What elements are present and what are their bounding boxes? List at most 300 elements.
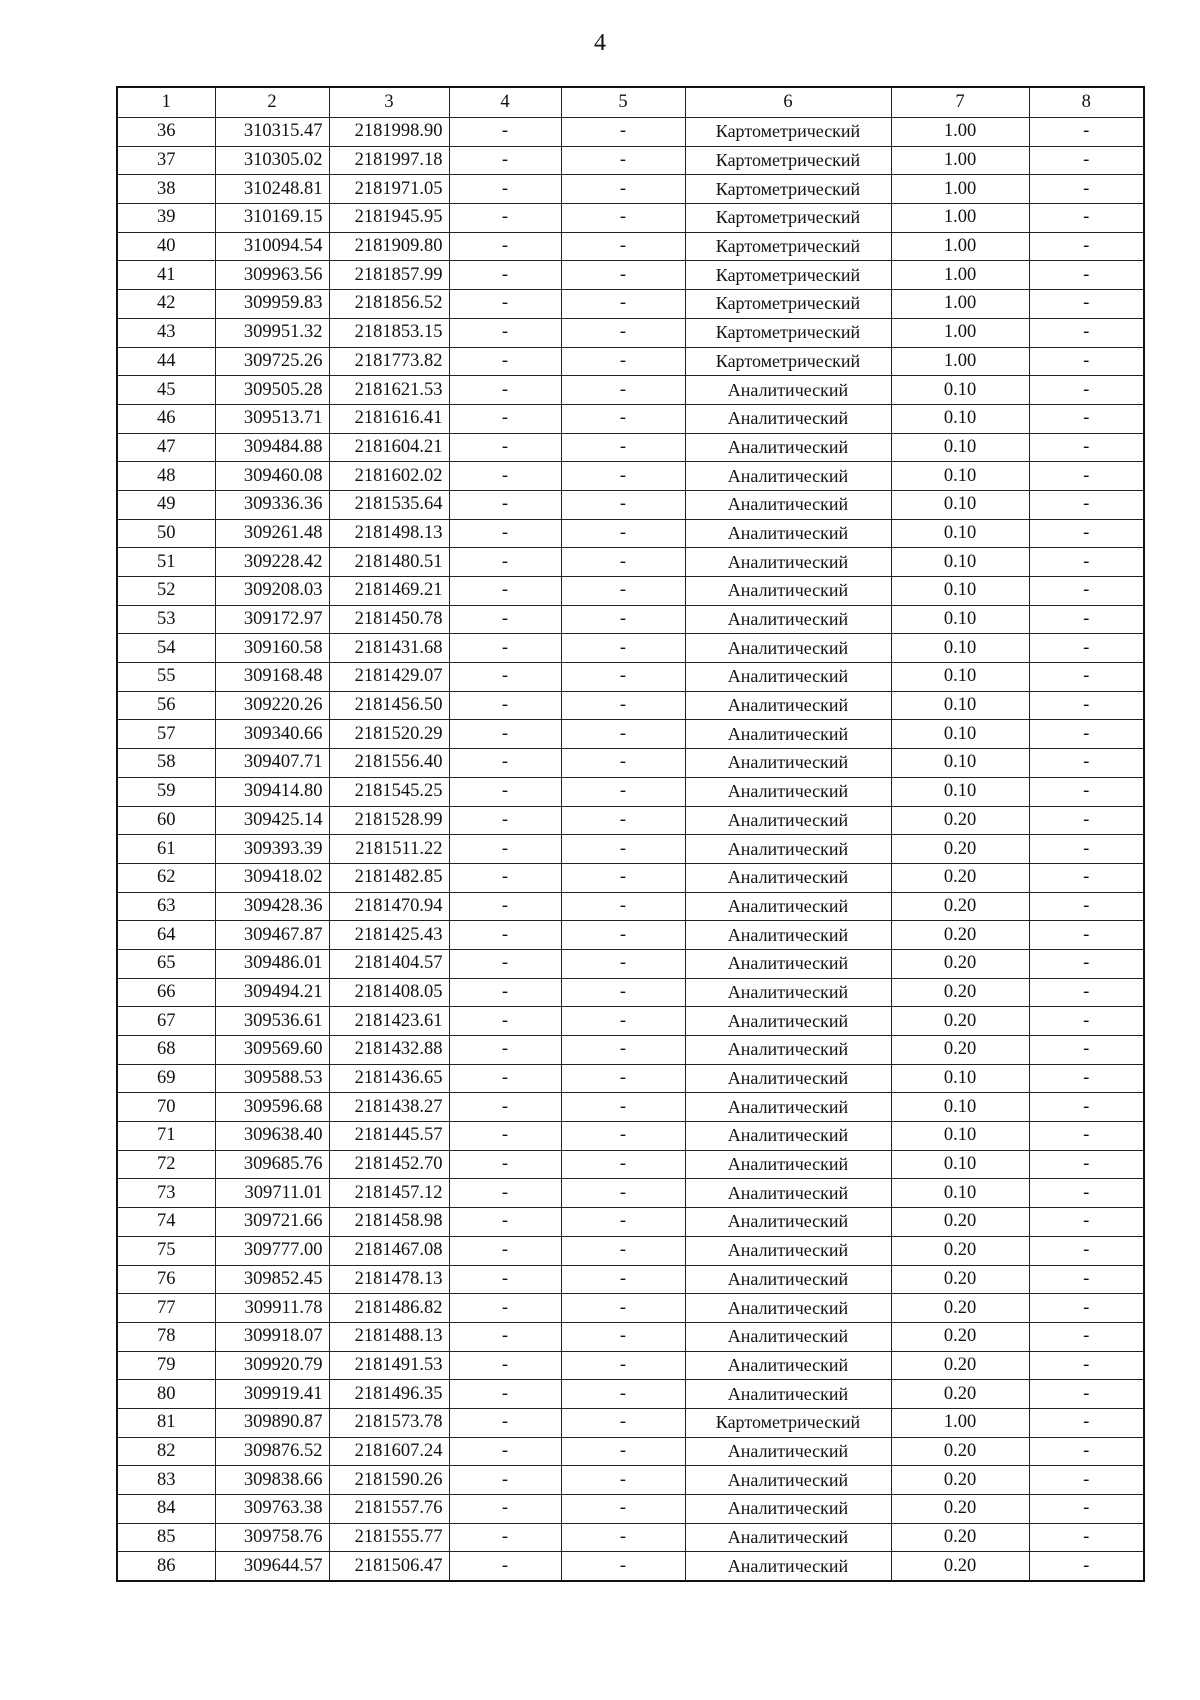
x-coordinate-cell: 310315.47 (215, 118, 329, 147)
accuracy-cell: 0.20 (891, 1380, 1029, 1409)
x-coordinate-cell: 309963.56 (215, 261, 329, 290)
y-coordinate-cell: 2181491.53 (329, 1351, 449, 1380)
column-8-cell: - (1029, 1007, 1144, 1036)
y-coordinate-cell: 2181496.35 (329, 1380, 449, 1409)
method-cell: Аналитический (685, 1007, 891, 1036)
method-cell: Аналитический (685, 548, 891, 577)
table-row (117, 663, 1144, 692)
column-4-cell: - (449, 1150, 561, 1179)
x-coordinate-cell: 309711.01 (215, 1179, 329, 1208)
column-5-cell: - (561, 1322, 685, 1351)
column-8-cell: - (1029, 1322, 1144, 1351)
x-coordinate-cell: 309763.38 (215, 1495, 329, 1524)
x-coordinate-cell: 309220.26 (215, 691, 329, 720)
method-cell: Аналитический (685, 806, 891, 835)
y-coordinate-cell: 2181997.18 (329, 146, 449, 175)
method-cell: Аналитический (685, 1380, 891, 1409)
accuracy-cell: 0.20 (891, 1294, 1029, 1323)
column-5-cell: - (561, 404, 685, 433)
table-row (117, 577, 1144, 606)
column-8-cell: - (1029, 921, 1144, 950)
x-coordinate-cell: 309425.14 (215, 806, 329, 835)
method-cell: Аналитический (685, 462, 891, 491)
table-row (117, 863, 1144, 892)
column-8-cell: - (1029, 720, 1144, 749)
method-cell: Аналитический (685, 1322, 891, 1351)
column-8-cell: - (1029, 634, 1144, 663)
x-coordinate-cell: 309172.97 (215, 605, 329, 634)
y-coordinate-cell: 2181429.07 (329, 663, 449, 692)
column-5-cell: - (561, 204, 685, 233)
accuracy-cell: 0.20 (891, 1351, 1029, 1380)
accuracy-cell: 0.10 (891, 1150, 1029, 1179)
point-number-cell: 70 (117, 1093, 215, 1122)
column-8-cell: - (1029, 949, 1144, 978)
column-4-cell: - (449, 1495, 561, 1524)
x-coordinate-cell: 309168.48 (215, 663, 329, 692)
y-coordinate-cell: 2181431.68 (329, 634, 449, 663)
table-row (117, 835, 1144, 864)
column-5-cell: - (561, 605, 685, 634)
accuracy-cell: 0.10 (891, 720, 1029, 749)
column-8-cell: - (1029, 1036, 1144, 1065)
column-8-cell: - (1029, 261, 1144, 290)
y-coordinate-cell: 2181482.85 (329, 863, 449, 892)
x-coordinate-cell: 309569.60 (215, 1036, 329, 1065)
point-number-cell: 85 (117, 1523, 215, 1552)
y-coordinate-cell: 2181511.22 (329, 835, 449, 864)
method-cell: Аналитический (685, 1265, 891, 1294)
column-8-cell: - (1029, 1236, 1144, 1265)
column-5-cell: - (561, 1036, 685, 1065)
x-coordinate-cell: 309486.01 (215, 949, 329, 978)
point-number-cell: 62 (117, 863, 215, 892)
method-cell: Аналитический (685, 1523, 891, 1552)
column-8-cell: - (1029, 347, 1144, 376)
point-number-cell: 36 (117, 118, 215, 147)
column-5-cell: - (561, 1466, 685, 1495)
method-cell: Аналитический (685, 1351, 891, 1380)
x-coordinate-cell: 309505.28 (215, 376, 329, 405)
method-cell: Аналитический (685, 1552, 891, 1581)
x-coordinate-cell: 309340.66 (215, 720, 329, 749)
table-row (117, 777, 1144, 806)
column-4-cell: - (449, 949, 561, 978)
y-coordinate-cell: 2181535.64 (329, 490, 449, 519)
column-4-cell: - (449, 204, 561, 233)
table-row (117, 1380, 1144, 1409)
x-coordinate-cell: 309951.32 (215, 318, 329, 347)
table-row (117, 376, 1144, 405)
x-coordinate-cell: 309777.00 (215, 1236, 329, 1265)
method-cell: Картометрический (685, 232, 891, 261)
column-4-cell: - (449, 1122, 561, 1151)
accuracy-cell: 0.10 (891, 433, 1029, 462)
x-coordinate-cell: 310248.81 (215, 175, 329, 204)
y-coordinate-cell: 2181971.05 (329, 175, 449, 204)
accuracy-cell: 0.20 (891, 1236, 1029, 1265)
method-cell: Аналитический (685, 1208, 891, 1237)
column-5-cell: - (561, 347, 685, 376)
accuracy-cell: 0.20 (891, 949, 1029, 978)
column-4-cell: - (449, 462, 561, 491)
column-8-cell: - (1029, 835, 1144, 864)
column-4-cell: - (449, 376, 561, 405)
x-coordinate-cell: 309876.52 (215, 1437, 329, 1466)
table-row (117, 1495, 1144, 1524)
x-coordinate-cell: 310094.54 (215, 232, 329, 261)
column-4-cell: - (449, 519, 561, 548)
column-header: 1 (117, 87, 215, 118)
y-coordinate-cell: 2181528.99 (329, 806, 449, 835)
y-coordinate-cell: 2181602.02 (329, 462, 449, 491)
x-coordinate-cell: 309513.71 (215, 404, 329, 433)
table-row (117, 1093, 1144, 1122)
column-4-cell: - (449, 1093, 561, 1122)
point-number-cell: 73 (117, 1179, 215, 1208)
column-8-cell: - (1029, 376, 1144, 405)
table-row (117, 1236, 1144, 1265)
column-5-cell: - (561, 462, 685, 491)
point-number-cell: 51 (117, 548, 215, 577)
table-row (117, 949, 1144, 978)
point-number-cell: 49 (117, 490, 215, 519)
y-coordinate-cell: 2181616.41 (329, 404, 449, 433)
x-coordinate-cell: 309228.42 (215, 548, 329, 577)
accuracy-cell: 0.20 (891, 1265, 1029, 1294)
column-4-cell: - (449, 118, 561, 147)
column-4-cell: - (449, 1036, 561, 1065)
point-number-cell: 58 (117, 749, 215, 778)
method-cell: Аналитический (685, 376, 891, 405)
y-coordinate-cell: 2181856.52 (329, 290, 449, 319)
y-coordinate-cell: 2181573.78 (329, 1408, 449, 1437)
column-5-cell: - (561, 806, 685, 835)
y-coordinate-cell: 2181556.40 (329, 749, 449, 778)
column-4-cell: - (449, 490, 561, 519)
x-coordinate-cell: 309588.53 (215, 1064, 329, 1093)
accuracy-cell: 0.20 (891, 892, 1029, 921)
column-8-cell: - (1029, 1466, 1144, 1495)
point-number-cell: 54 (117, 634, 215, 663)
y-coordinate-cell: 2181436.65 (329, 1064, 449, 1093)
x-coordinate-cell: 309959.83 (215, 290, 329, 319)
column-5-cell: - (561, 261, 685, 290)
y-coordinate-cell: 2181480.51 (329, 548, 449, 577)
column-5-cell: - (561, 663, 685, 692)
y-coordinate-cell: 2181604.21 (329, 433, 449, 462)
column-4-cell: - (449, 749, 561, 778)
column-8-cell: - (1029, 1150, 1144, 1179)
column-8-cell: - (1029, 318, 1144, 347)
table-row (117, 1322, 1144, 1351)
accuracy-cell: 1.00 (891, 290, 1029, 319)
column-header: 2 (215, 87, 329, 118)
column-5-cell: - (561, 577, 685, 606)
x-coordinate-cell: 309208.03 (215, 577, 329, 606)
table-row (117, 118, 1144, 147)
point-number-cell: 37 (117, 146, 215, 175)
x-coordinate-cell: 309596.68 (215, 1093, 329, 1122)
column-5-cell: - (561, 749, 685, 778)
column-8-cell: - (1029, 204, 1144, 233)
column-8-cell: - (1029, 232, 1144, 261)
column-4-cell: - (449, 261, 561, 290)
column-8-cell: - (1029, 1437, 1144, 1466)
column-8-cell: - (1029, 519, 1144, 548)
accuracy-cell: 0.10 (891, 1122, 1029, 1151)
column-4-cell: - (449, 146, 561, 175)
x-coordinate-cell: 309918.07 (215, 1322, 329, 1351)
point-number-cell: 60 (117, 806, 215, 835)
table-row (117, 290, 1144, 319)
method-cell: Аналитический (685, 519, 891, 548)
accuracy-cell: 1.00 (891, 175, 1029, 204)
x-coordinate-cell: 309890.87 (215, 1408, 329, 1437)
column-4-cell: - (449, 1236, 561, 1265)
point-number-cell: 57 (117, 720, 215, 749)
page-number: 4 (594, 30, 606, 56)
column-4-cell: - (449, 318, 561, 347)
column-header: 6 (685, 87, 891, 118)
accuracy-cell: 0.10 (891, 1179, 1029, 1208)
table-row (117, 605, 1144, 634)
y-coordinate-cell: 2181909.80 (329, 232, 449, 261)
point-number-cell: 42 (117, 290, 215, 319)
column-8-cell: - (1029, 863, 1144, 892)
column-4-cell: - (449, 404, 561, 433)
column-4-cell: - (449, 1208, 561, 1237)
accuracy-cell: 0.10 (891, 777, 1029, 806)
x-coordinate-cell: 310305.02 (215, 146, 329, 175)
method-cell: Картометрический (685, 290, 891, 319)
column-4-cell: - (449, 634, 561, 663)
y-coordinate-cell: 2181457.12 (329, 1179, 449, 1208)
table-row (117, 1007, 1144, 1036)
y-coordinate-cell: 2181445.57 (329, 1122, 449, 1151)
accuracy-cell: 1.00 (891, 146, 1029, 175)
column-8-cell: - (1029, 175, 1144, 204)
y-coordinate-cell: 2181555.77 (329, 1523, 449, 1552)
column-8-cell: - (1029, 118, 1144, 147)
column-4-cell: - (449, 290, 561, 319)
accuracy-cell: 0.10 (891, 691, 1029, 720)
point-number-cell: 78 (117, 1322, 215, 1351)
y-coordinate-cell: 2181458.98 (329, 1208, 449, 1237)
column-8-cell: - (1029, 691, 1144, 720)
table-row (117, 146, 1144, 175)
accuracy-cell: 0.20 (891, 863, 1029, 892)
table-row (117, 1523, 1144, 1552)
column-4-cell: - (449, 1007, 561, 1036)
column-5-cell: - (561, 949, 685, 978)
column-5-cell: - (561, 1064, 685, 1093)
table-row (117, 978, 1144, 1007)
y-coordinate-cell: 2181438.27 (329, 1093, 449, 1122)
column-5-cell: - (561, 1007, 685, 1036)
column-5-cell: - (561, 290, 685, 319)
column-8-cell: - (1029, 1294, 1144, 1323)
column-8-cell: - (1029, 978, 1144, 1007)
method-cell: Аналитический (685, 1495, 891, 1524)
method-cell: Картометрический (685, 1408, 891, 1437)
table-row (117, 261, 1144, 290)
y-coordinate-cell: 2181467.08 (329, 1236, 449, 1265)
table-body (117, 118, 1144, 1582)
table-row (117, 1150, 1144, 1179)
method-cell: Картометрический (685, 146, 891, 175)
y-coordinate-cell: 2181773.82 (329, 347, 449, 376)
column-5-cell: - (561, 720, 685, 749)
column-4-cell: - (449, 835, 561, 864)
x-coordinate-cell: 310169.15 (215, 204, 329, 233)
table-row (117, 1036, 1144, 1065)
table-row (117, 1122, 1144, 1151)
accuracy-cell: 0.20 (891, 1466, 1029, 1495)
point-number-cell: 82 (117, 1437, 215, 1466)
point-number-cell: 38 (117, 175, 215, 204)
accuracy-cell: 0.10 (891, 404, 1029, 433)
x-coordinate-cell: 309758.76 (215, 1523, 329, 1552)
method-cell: Аналитический (685, 663, 891, 692)
column-4-cell: - (449, 691, 561, 720)
point-number-cell: 81 (117, 1408, 215, 1437)
accuracy-cell: 1.00 (891, 261, 1029, 290)
point-number-cell: 48 (117, 462, 215, 491)
point-number-cell: 43 (117, 318, 215, 347)
x-coordinate-cell: 309920.79 (215, 1351, 329, 1380)
column-5-cell: - (561, 1552, 685, 1581)
column-header: 8 (1029, 87, 1144, 118)
x-coordinate-cell: 309919.41 (215, 1380, 329, 1409)
table-row (117, 548, 1144, 577)
method-cell: Картометрический (685, 204, 891, 233)
column-header: 3 (329, 87, 449, 118)
y-coordinate-cell: 2181590.26 (329, 1466, 449, 1495)
column-4-cell: - (449, 1064, 561, 1093)
column-8-cell: - (1029, 605, 1144, 634)
accuracy-cell: 0.20 (891, 1208, 1029, 1237)
point-number-cell: 71 (117, 1122, 215, 1151)
column-5-cell: - (561, 1351, 685, 1380)
column-4-cell: - (449, 978, 561, 1007)
accuracy-cell: 0.20 (891, 1523, 1029, 1552)
method-cell: Аналитический (685, 978, 891, 1007)
point-number-cell: 40 (117, 232, 215, 261)
point-number-cell: 68 (117, 1036, 215, 1065)
y-coordinate-cell: 2181486.82 (329, 1294, 449, 1323)
column-5-cell: - (561, 1122, 685, 1151)
table-row (117, 1466, 1144, 1495)
accuracy-cell: 0.10 (891, 1064, 1029, 1093)
x-coordinate-cell: 309638.40 (215, 1122, 329, 1151)
column-8-cell: - (1029, 1495, 1144, 1524)
column-8-cell: - (1029, 548, 1144, 577)
method-cell: Картометрический (685, 118, 891, 147)
column-5-cell: - (561, 1236, 685, 1265)
method-cell: Аналитический (685, 1437, 891, 1466)
point-number-cell: 61 (117, 835, 215, 864)
method-cell: Аналитический (685, 835, 891, 864)
y-coordinate-cell: 2181545.25 (329, 777, 449, 806)
y-coordinate-cell: 2181452.70 (329, 1150, 449, 1179)
x-coordinate-cell: 309418.02 (215, 863, 329, 892)
point-number-cell: 67 (117, 1007, 215, 1036)
accuracy-cell: 1.00 (891, 118, 1029, 147)
y-coordinate-cell: 2181470.94 (329, 892, 449, 921)
method-cell: Аналитический (685, 1036, 891, 1065)
point-number-cell: 63 (117, 892, 215, 921)
column-4-cell: - (449, 777, 561, 806)
method-cell: Картометрический (685, 347, 891, 376)
column-4-cell: - (449, 1523, 561, 1552)
accuracy-cell: 0.10 (891, 749, 1029, 778)
column-8-cell: - (1029, 462, 1144, 491)
table-row (117, 519, 1144, 548)
point-number-cell: 65 (117, 949, 215, 978)
table-row (117, 806, 1144, 835)
x-coordinate-cell: 309261.48 (215, 519, 329, 548)
table-row (117, 462, 1144, 491)
method-cell: Картометрический (685, 175, 891, 204)
point-number-cell: 59 (117, 777, 215, 806)
table-row (117, 1552, 1144, 1581)
column-4-cell: - (449, 806, 561, 835)
x-coordinate-cell: 309428.36 (215, 892, 329, 921)
column-8-cell: - (1029, 663, 1144, 692)
point-number-cell: 79 (117, 1351, 215, 1380)
method-cell: Аналитический (685, 1236, 891, 1265)
method-cell: Аналитический (685, 1122, 891, 1151)
y-coordinate-cell: 2181423.61 (329, 1007, 449, 1036)
column-5-cell: - (561, 519, 685, 548)
column-4-cell: - (449, 1322, 561, 1351)
column-header: 4 (449, 87, 561, 118)
column-5-cell: - (561, 1265, 685, 1294)
column-5-cell: - (561, 1495, 685, 1524)
point-number-cell: 84 (117, 1495, 215, 1524)
method-cell: Аналитический (685, 1093, 891, 1122)
column-4-cell: - (449, 1408, 561, 1437)
column-5-cell: - (561, 490, 685, 519)
column-5-cell: - (561, 777, 685, 806)
table-row (117, 634, 1144, 663)
point-number-cell: 77 (117, 1294, 215, 1323)
method-cell: Аналитический (685, 949, 891, 978)
column-8-cell: - (1029, 1408, 1144, 1437)
table-row (117, 204, 1144, 233)
column-5-cell: - (561, 1150, 685, 1179)
column-5-cell: - (561, 978, 685, 1007)
table-header-row (117, 87, 1144, 118)
table-row (117, 749, 1144, 778)
x-coordinate-cell: 309467.87 (215, 921, 329, 950)
column-5-cell: - (561, 1380, 685, 1409)
method-cell: Аналитический (685, 605, 891, 634)
column-8-cell: - (1029, 892, 1144, 921)
x-coordinate-cell: 309494.21 (215, 978, 329, 1007)
column-4-cell: - (449, 921, 561, 950)
y-coordinate-cell: 2181450.78 (329, 605, 449, 634)
method-cell: Аналитический (685, 577, 891, 606)
column-8-cell: - (1029, 1093, 1144, 1122)
y-coordinate-cell: 2181425.43 (329, 921, 449, 950)
x-coordinate-cell: 309393.39 (215, 835, 329, 864)
x-coordinate-cell: 309838.66 (215, 1466, 329, 1495)
column-header: 5 (561, 87, 685, 118)
column-5-cell: - (561, 691, 685, 720)
column-5-cell: - (561, 232, 685, 261)
